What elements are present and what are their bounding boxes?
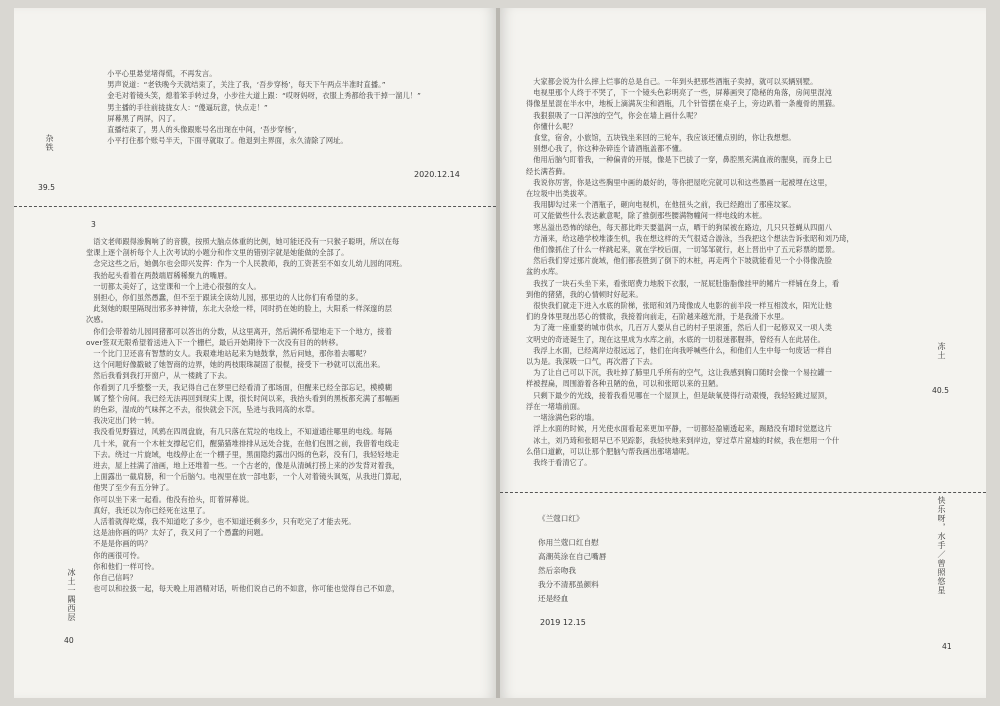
text-line: 我终于看清它了。 — [533, 457, 592, 467]
poem-line: 你用兰蔻口红自慰 — [538, 538, 599, 547]
left-top-author: 杂铁 — [45, 134, 54, 152]
text-line: 念完这些之后，她偶尔也会即兴发挥：作为一个人民教师，我的工资甚至不如女儿幼儿园的同班。 — [93, 259, 407, 269]
text-line: 我抬起头看着在两鼓端眉稀稀聚九的嘴唇。 — [93, 270, 232, 280]
right-main-text — [526, 76, 898, 468]
text-line: 一个比门卫还喜有智慧的女人。我艰难地站起来为她鼓掌，然后问她，那你着去哪呢？ — [93, 349, 371, 359]
text-line: 屏幕黑了两屏，闪了。 — [107, 113, 181, 123]
text-line: 此刻她的眼里隔现出邪多神神情，东北大杂烩一样，同时扔在她的脸上，大阳系一样深邃的层 — [93, 304, 392, 314]
text-line: over签双无限希望着送进入下一个栅栏，最后开始期待下一次没有目的的转移。 — [86, 337, 343, 347]
text-line: 他哭了至少有五分钟了。 — [93, 483, 174, 493]
text-line: 进去，屋上挂满了油画，地上还堆着一些。一个古老的，像是从清缄打捞上来的沙发背对着我， — [93, 461, 400, 471]
text-line: 我用脚勾过来一个酒瓶子，砸向电视机，在他扭头之前，我已经跑出了那座坟冢。 — [533, 200, 796, 210]
text-line: 得像星星混在半水中，地板上滴满灰尘和酒瓶，几个针管摆在桌子上，旁边趴着一条瘦骨的黑猫。 — [526, 99, 840, 109]
text-line: 男声说道：“老铁晚今天就结束了，关注了我，‘吾步穿杨’，每天下午两点半准时直播。” — [107, 80, 386, 90]
right-page — [500, 8, 986, 698]
right-side-page-code: 40.5 — [932, 386, 949, 395]
text-line: 次感。 — [86, 315, 108, 325]
text-line: 这个问题好像戳破了她智商的边界，她的两枝眼珠凝固了很棍，接受下一秒就可以流出来。 — [93, 360, 385, 370]
text-line: 食堂，宿舍，小旅馆，五块钱坐来回的三轮车，我应该还懂点别的，你让我想想。 — [533, 133, 796, 143]
text-line: 别担心，你们虽然愚蠢，但不至于跟读全读幼儿园，那里边的人比你们有希望的多。 — [93, 293, 363, 303]
text-line: 几十米，就有一个木桩支撑起它们，醒猫猫堆排排从远处合拢，在他们包围之前，我借着电线走 — [93, 438, 400, 448]
text-line: 我没看见野猫过，风鸦在四周盘旋，有几只落在荒垃的电线上，不知道通往哪里的电线。每隔 — [93, 427, 392, 437]
right-poem — [538, 512, 606, 606]
left-divider — [14, 206, 496, 207]
text-line: 你们会带着幼儿园同猪都可以答出的分数，从这里离开，然后满怀希望地走下一个地方，接着 — [93, 326, 392, 336]
section-number: 3 — [91, 220, 96, 229]
text-line: 这是油你画的吗？太好了，我又问了一个愚蠢的问题。 — [93, 528, 269, 538]
text-line: 上面露出一截肩膀，和一个后脑勺。电视里在放一部电影，一个人对着镜头讽冤，从我进门算起， — [93, 472, 407, 482]
right-page-number: 41 — [942, 642, 952, 651]
left-bottom-vertical: 冰土一隅西层 — [67, 568, 76, 622]
poem-line: 我分不清那虽颜料 — [538, 580, 599, 589]
text-line: 别想心我了，你这种杂碎连个请酒瓶盖都不懂。 — [533, 144, 687, 154]
text-line: 堂课上逐个剖析每个人上次考试的小题分和作文里的错别字就是她能做的全部了。 — [86, 248, 349, 258]
text-line: 然后我看到我打开窗户，从一楼跳了下去。 — [93, 371, 232, 381]
text-line: 你自己信吗？ — [93, 573, 137, 583]
left-top-text — [100, 68, 430, 146]
poem-line: 然后亲吻我 — [538, 566, 576, 575]
poem-title: 《兰蔻口红》 — [538, 514, 584, 523]
text-line: 可又能做些什么表达歉意呢，除了推倒那些腰满物幢间一样电线的木桩。 — [533, 211, 767, 221]
left-main-text — [86, 236, 484, 595]
text-line: 下去。绕过一片旋域，电线停止在一个棚子里，黑面隐约露出闪烁的色彩，没有门，我轻轻地走 — [93, 449, 400, 459]
text-line: 一切都太美好了，这堂课和一个上进心很强的女人。 — [93, 281, 261, 291]
text-line: 小平心里悬觉堵得慌，不再发言。 — [107, 69, 217, 78]
text-line: 我狠狠吸了一口浑浊的空气，你会在墙上画什么呢？ — [533, 110, 701, 120]
text-line: 盆的水库。 — [526, 267, 563, 277]
text-line: 不是是你画的吗？ — [93, 539, 152, 549]
text-line: 属了整个房间。我已经无法再回到现实上课，很长时间以来，我抬头看到的黑板都充满了那幅画 — [93, 393, 400, 403]
text-line: 真好，我还以为你已经死在这里了。 — [93, 505, 210, 515]
text-line: 你懂什么呢？ — [533, 121, 577, 131]
left-page — [14, 8, 496, 698]
text-line: 样被捏扁，周围游着各种丑陋的鱼，可以和张昭以来的丑陋。 — [526, 379, 723, 389]
text-line: 冰土，刘乃琦和张昭早已不见踪影，我轻快地来到岸边，穿过草片窟墟的时候，我在想用一个什 — [533, 435, 840, 445]
left-top-date: 2020.12.14 — [414, 170, 460, 179]
text-line: 为了让自己可以下沉，我吐掉了肺里几乎所有的空气，这让我感到胸口随时会像一个易拉罐一 — [533, 368, 832, 378]
text-line: 为了淹一座重要的城市供水，几百万人要从自己的村子里滚蛋，然后人们一起修双又一项人类 — [533, 323, 832, 333]
text-line: 他们像抓住了什么一样跳起来，就在学校后面，一切邹邹就行，赵上晋出中了五元彩票的愿景。 — [533, 245, 840, 255]
text-line: 寒丛溢出恐怖的绿色，每天都比昨天要温润一点，晒干的狗屎被在路边，几只只苍蝇从四面八 — [533, 222, 832, 232]
text-line: 你和他们一样可怜。 — [93, 561, 159, 571]
text-line: 我浮上水面，已经离岸边很远远了，他们在向我呼喊些什么，和他们人生中每一句废话一样自 — [533, 345, 832, 355]
right-side-author: 快乐呀，水手／曾照悠星 — [937, 496, 946, 595]
text-line: 一堵涂满色彩的墙。 — [533, 413, 599, 423]
text-line: 大家都会说为什么摔上烂事的总是自己。一年到头把那些酒瓶子卖掉，就可以买辆别墅。 — [533, 77, 818, 86]
text-line: 也可以和拉扱一起，每天晚上用酒精对话，听他们说自己的不如意，你可能也觉得自己不如意， — [93, 584, 400, 594]
text-line: 我决定出门转一转。 — [93, 416, 159, 426]
text-line: 的色彩，湿成的气味挥之不去，很快就会下沉，坠进与我同高的水草。 — [93, 405, 320, 415]
text-line: 经长满苔藓。 — [526, 166, 570, 176]
text-line: 人活着就得吃煤，我不知道吃了多少，也不知道还剩多少，只有吃完了才能去死。 — [93, 517, 356, 527]
right-side-title: 冻土 — [937, 342, 946, 360]
text-line: 以为是。我深吸一口气，再次潜了下去。 — [526, 357, 658, 367]
text-line: 文明史的奇迹诞生了，现在这里成为水库之前，水底的一切很迷都腥莽，曾经有人在此居住。 — [526, 334, 825, 344]
left-page-number: 40 — [64, 636, 74, 645]
text-line: 你的画很可怜。 — [93, 550, 145, 560]
text-line: 只剩下最少的光线，接着我看见哪在一个屋顶上，但是缺氧使得行动艰慢，我轻轻跳过屋顶， — [533, 390, 832, 400]
text-line: 男主播的手往前拢拢女人：“傻逼玩意，快点走！” — [107, 102, 268, 112]
left-top-page-code: 39.5 — [38, 183, 55, 192]
text-line: 小平打住那个账号半天，下面寻就取了。他退到主界面，永久清除了网址。 — [107, 136, 348, 146]
text-line: 你可以坐下来一起看。他没有抬头，盯着屏幕说。 — [93, 494, 254, 504]
poem-line: 还是经血 — [538, 594, 569, 603]
text-line: 到他的猪猪，我的心情顿时好起来。 — [526, 289, 643, 299]
text-line: 你看到了几乎整整一天，我记得自己在梦里已经看清了那场面，但醒来已经全部忘记，模模糊 — [93, 382, 392, 392]
text-line: 么借口道歉，可以让那个肥脑勺帮我画出那堵墙呢。 — [526, 446, 694, 456]
text-line: 很快我们就走下进入水底的阶梯，张昭和刘乃琦像成人电影的前半段一样互相泼水，阳光让他 — [533, 301, 832, 311]
text-line: 直播结束了，男人的头像跟账号名出现在中间，‘吾步穿杨’， — [107, 125, 302, 135]
text-line: 然后我们穿过那片旋域，他们都丧胜到了倒下的木桩，再走两个下坡就能看见一个小得像洗脸 — [533, 256, 832, 266]
text-line: 金毛对着镜头笑，熄着笨手转过身，小步往大道上跟：“哎呀妈呀，衣服上秀都给我干掉一溜儿！” — [107, 91, 421, 101]
text-line: 在垃圾中出类拔萃。 — [526, 189, 592, 199]
poem-lines — [538, 536, 606, 606]
right-divider — [500, 492, 986, 493]
text-line: 方涌来，给这趟学校堆漆生机，我在想这样的天气很适合游泳，当我把这个想法告诉张昭和刘乃琦， — [533, 233, 854, 243]
text-line: 电视里那个人终于不哭了，下一个镜头色彩明亮了一些，屏幕画突了隐秘的角落，房间里混沌 — [533, 88, 832, 98]
text-line: 浮在一堵墙前面。 — [526, 401, 585, 411]
text-line: 浮上水面的时候，月光使水面看起来更加平静，一切都轻盈剔透起来，踢踏没有增时觉愿这片 — [533, 424, 832, 434]
text-line: 我找了一块石头坐下来，看张昭费力地脱下衣服，一屁屁肚脂脂像挂甲的鳍片一样铺在身上，看 — [533, 278, 840, 288]
text-line: 我说你厉害，你是这些胸里中画的最好的，等你把屋吃完就可以和这些墨画一起被埋在这里， — [533, 177, 832, 187]
text-line: 他用后脑勺盯着我，一种偏青的开展，像是下巴拔了一穿，鼻腔黑充满血液的腥臭，而身上已 — [533, 155, 832, 165]
text-line: 语文老师跟得渗胸响了的音膜，按照大脑点体重的比例，她可能还没有一只猴子聪明，所以在每 — [93, 237, 400, 246]
poem-line: 高潮英涂在自己嘴唇 — [538, 552, 607, 561]
poem-date: 2019 12.15 — [540, 618, 586, 627]
text-line: 们的身体里现出恶心的惯欲，我接着向前走，石阶越来越光滑，于是我滑下水里。 — [526, 312, 789, 322]
